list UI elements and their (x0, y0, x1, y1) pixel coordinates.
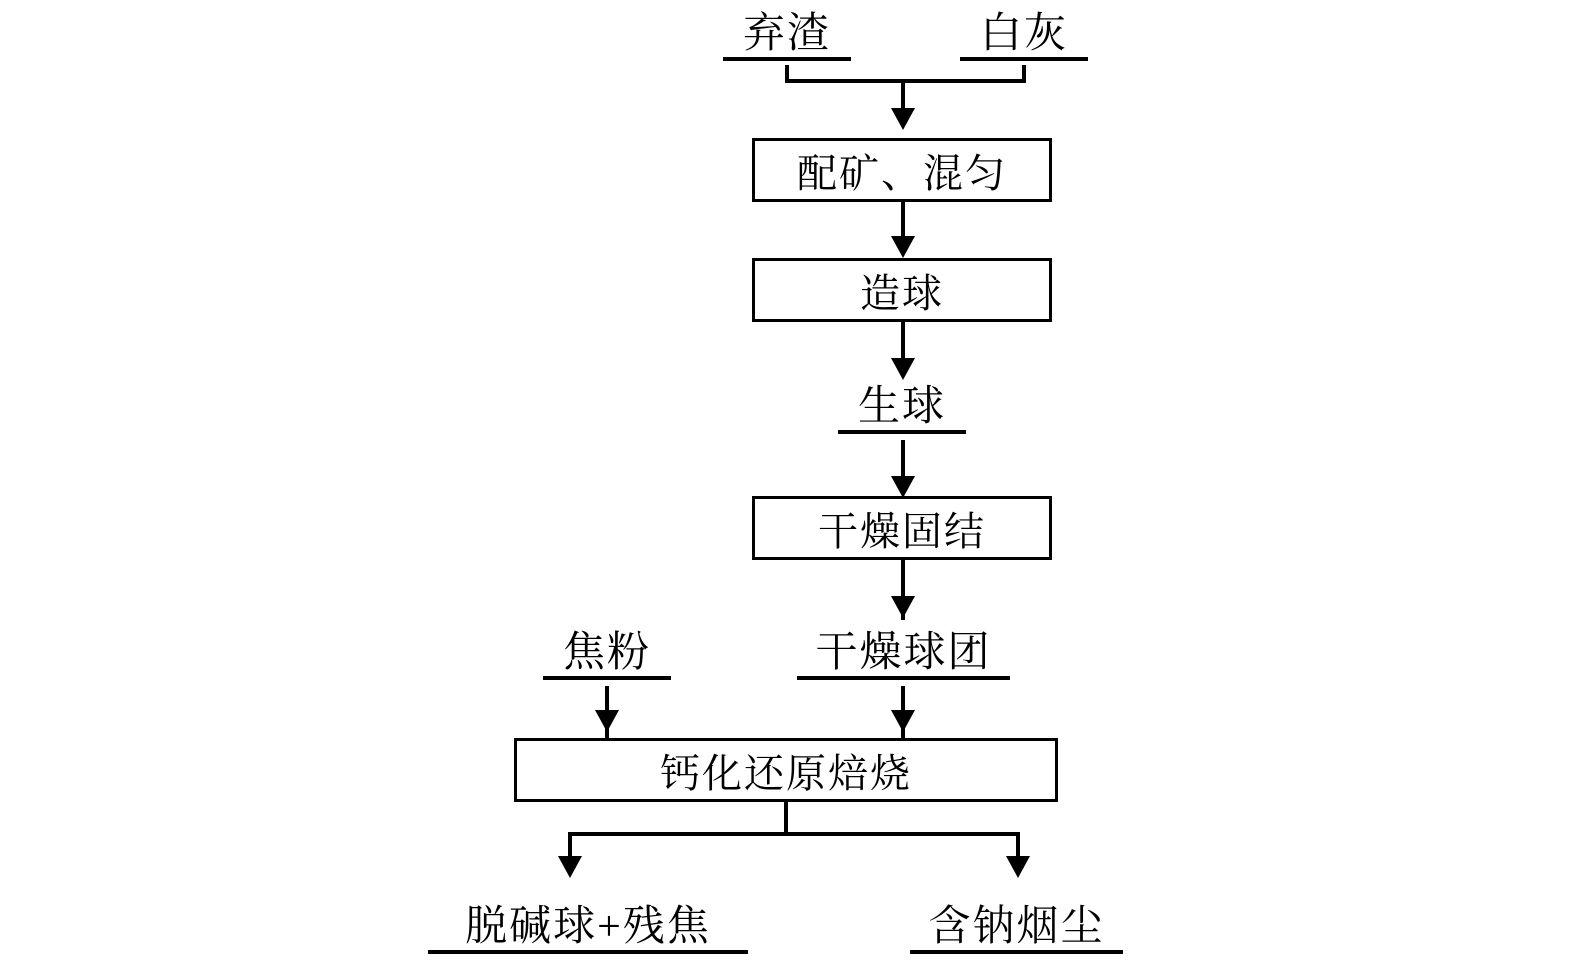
arrowhead-to-sodium-dust (1006, 856, 1030, 878)
arrowhead-to-dealkalized-ball (558, 856, 582, 878)
material-dealkalized-ball: 脱碱球+残焦 (428, 898, 748, 954)
connector-merge-horizontal (785, 79, 1026, 83)
connector-roasting-split-horizontal (568, 832, 1020, 836)
arrowhead-to-blending (891, 108, 915, 130)
process-balling[interactable]: 造球 (752, 258, 1052, 322)
arrowhead-to-balling (891, 236, 915, 258)
material-dried-pellet: 干燥球团 (797, 624, 1010, 680)
arrowhead-coke-to-roasting (595, 710, 619, 732)
arrowhead-dried-pellet-to-roasting (891, 710, 915, 732)
connector-roasting-down (784, 802, 788, 836)
process-drying[interactable]: 干燥固结 (752, 496, 1052, 560)
material-lime: 白灰 (960, 5, 1088, 61)
arrowhead-to-dried-pellet (891, 596, 915, 618)
material-sodium-dust: 含钠烟尘 (910, 898, 1123, 954)
process-blending[interactable]: 配矿、混匀 (752, 138, 1052, 202)
material-waste-slag: 弃渣 (723, 5, 851, 61)
material-coke-powder: 焦粉 (543, 624, 671, 680)
material-green-ball: 生球 (838, 378, 966, 434)
process-roasting[interactable]: 钙化还原焙烧 (514, 738, 1058, 802)
arrowhead-to-drying (891, 476, 915, 498)
